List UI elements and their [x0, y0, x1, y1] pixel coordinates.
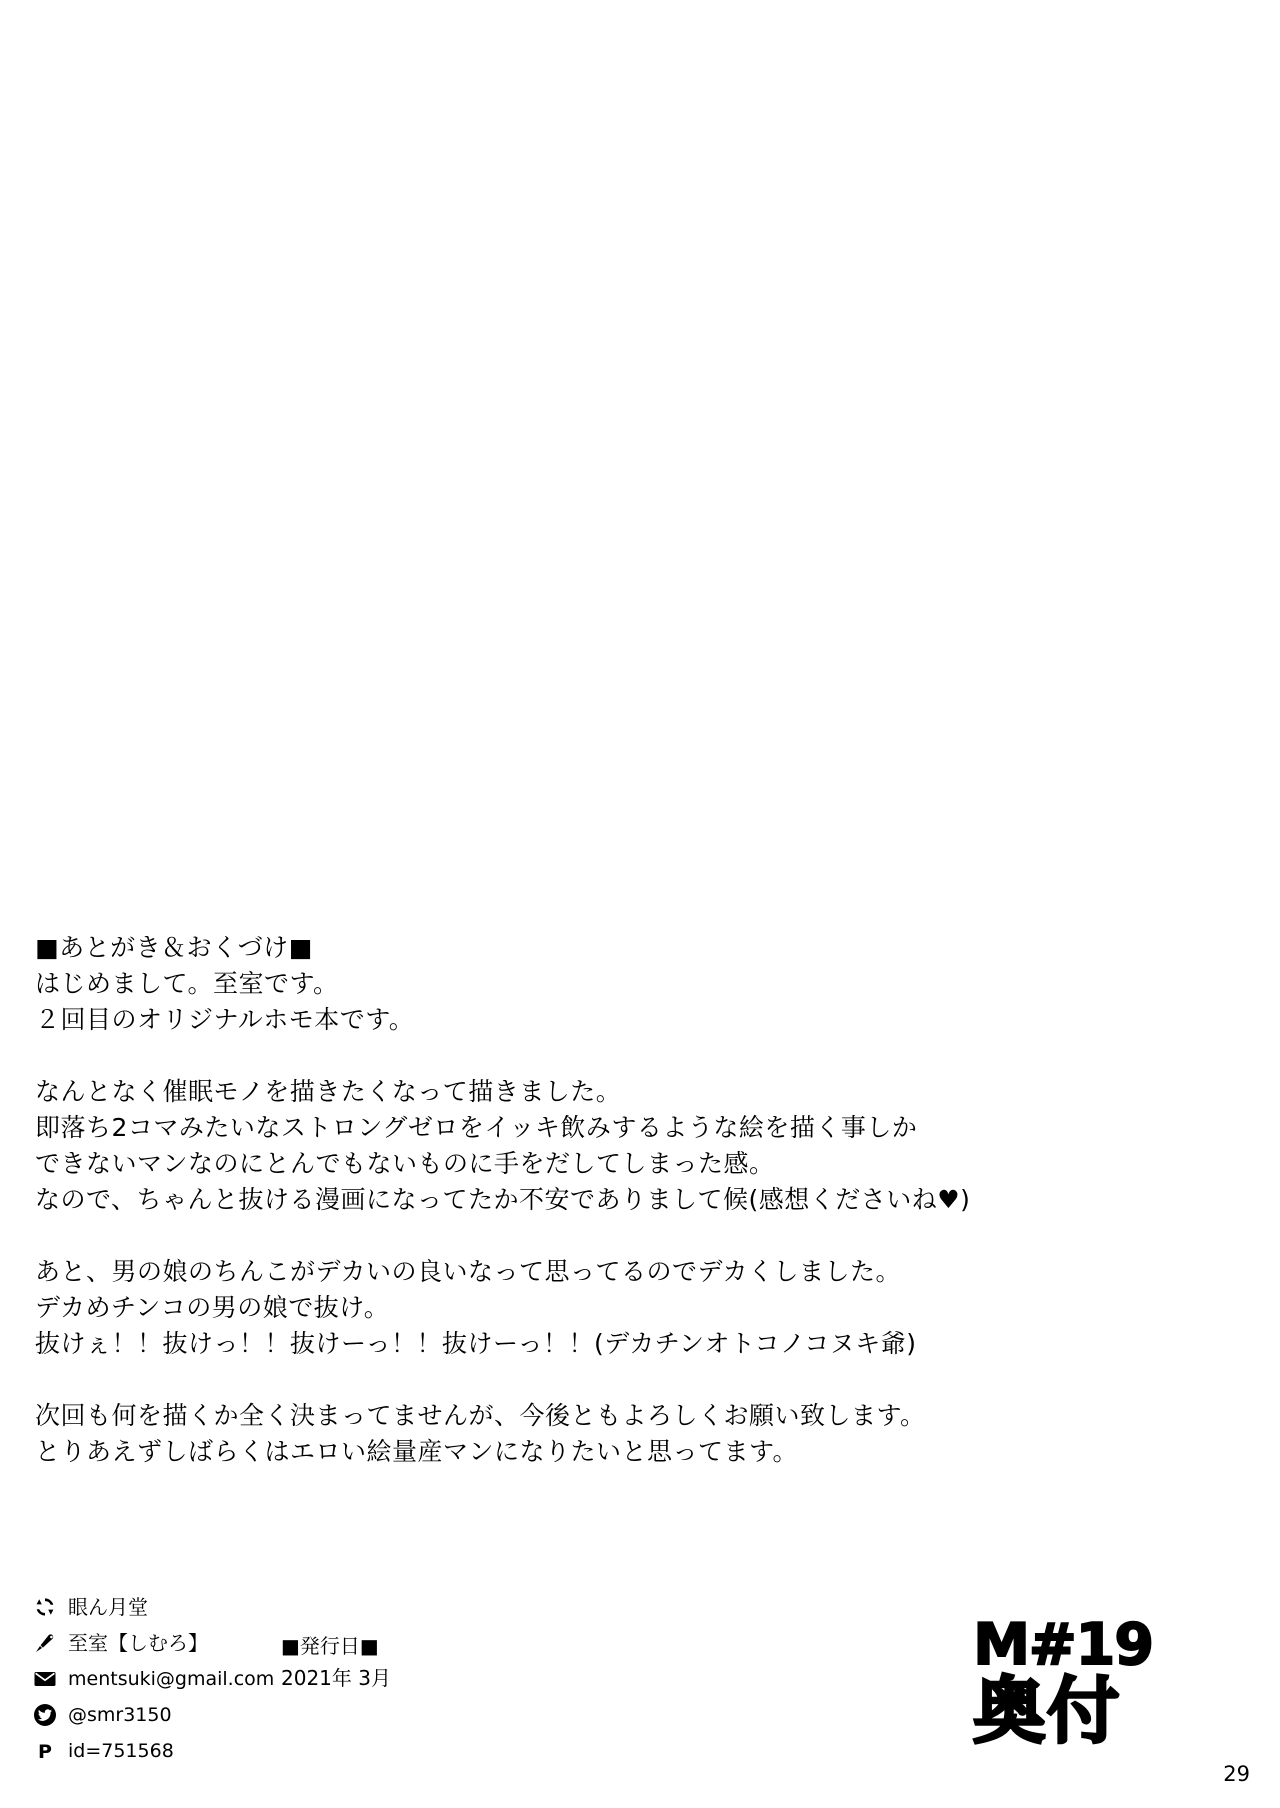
- colophon-circle-name: 眼ん月堂: [68, 1595, 148, 1619]
- afterword-line: できないマンなのにとんでもないものに手をだしてしまった感。: [35, 1149, 775, 1178]
- circle-arrows-icon: [33, 1595, 57, 1619]
- afterword-line: あと、男の娘のちんこがデカいの良いなって思ってるのでデカくしました。: [35, 1257, 902, 1286]
- colophon-pixiv-id: id=751568: [68, 1740, 174, 1762]
- colophon-row-circle: [33, 1589, 433, 1625]
- logo-issue-code: M#19: [973, 1612, 1153, 1678]
- pen-nib-icon: [33, 1631, 57, 1655]
- colophon-email: mentsuki@gmail.com: [68, 1668, 275, 1690]
- afterword-text-block: [35, 930, 1185, 1470]
- afterword-line: 抜けぇ！！抜けっ！！抜けーっ！！抜けーっ！！(デカチンオトコノコヌキ爺): [35, 1329, 917, 1358]
- logo-okuzuke-label: 奥付: [973, 1669, 1122, 1753]
- paragraph-spacer: [35, 1038, 1185, 1074]
- afterword-line: 即落ち2コマみたいなストロングゼロをイッキ飲みするような絵を描く事しか: [35, 1113, 918, 1142]
- afterword-line: 次回も何を描くか全く決まってませんが、今後ともよろしくお願い致します。: [35, 1401, 926, 1430]
- twitter-bird-icon: [33, 1703, 57, 1727]
- paragraph-spacer: [35, 1218, 1185, 1254]
- svg-text:P: P: [38, 1741, 52, 1763]
- publication-date-label: ■発行日■: [281, 1634, 379, 1658]
- afterword-line: とりあえずしばらくはエロい絵量産マンになりたいと思ってます。: [35, 1437, 799, 1466]
- pixiv-p-icon: [33, 1739, 57, 1763]
- afterword-line: デカめチンコの男の娘で抜け。: [35, 1293, 390, 1322]
- page-number: 29: [1223, 1762, 1250, 1786]
- publication-date-block: [281, 1630, 391, 1694]
- publication-date-value: 2021年 3月: [281, 1666, 391, 1690]
- colophon-author-name: 至室【しむろ】: [68, 1631, 208, 1655]
- mail-icon: [33, 1667, 57, 1691]
- colophon-row-pixiv[interactable]: [33, 1733, 433, 1769]
- colophon-row-twitter[interactable]: [33, 1697, 433, 1733]
- afterword-line: ２回目のオリジナルホモ本です。: [35, 1005, 415, 1034]
- afterword-line: なので、ちゃんと抜ける漫画になってたか不安でありまして候(感想くださいね♥): [35, 1185, 971, 1214]
- colophon-logo: [973, 1612, 1153, 1753]
- afterword-line: はじめまして。至室です。: [35, 969, 339, 998]
- afterword-line: なんとなく催眠モノを描きたくなって描きました。: [35, 1077, 622, 1106]
- paragraph-spacer: [35, 1362, 1185, 1398]
- afterword-heading: ■あとがき＆おくづけ■: [35, 933, 313, 962]
- colophon-twitter-handle: @smr3150: [68, 1704, 172, 1726]
